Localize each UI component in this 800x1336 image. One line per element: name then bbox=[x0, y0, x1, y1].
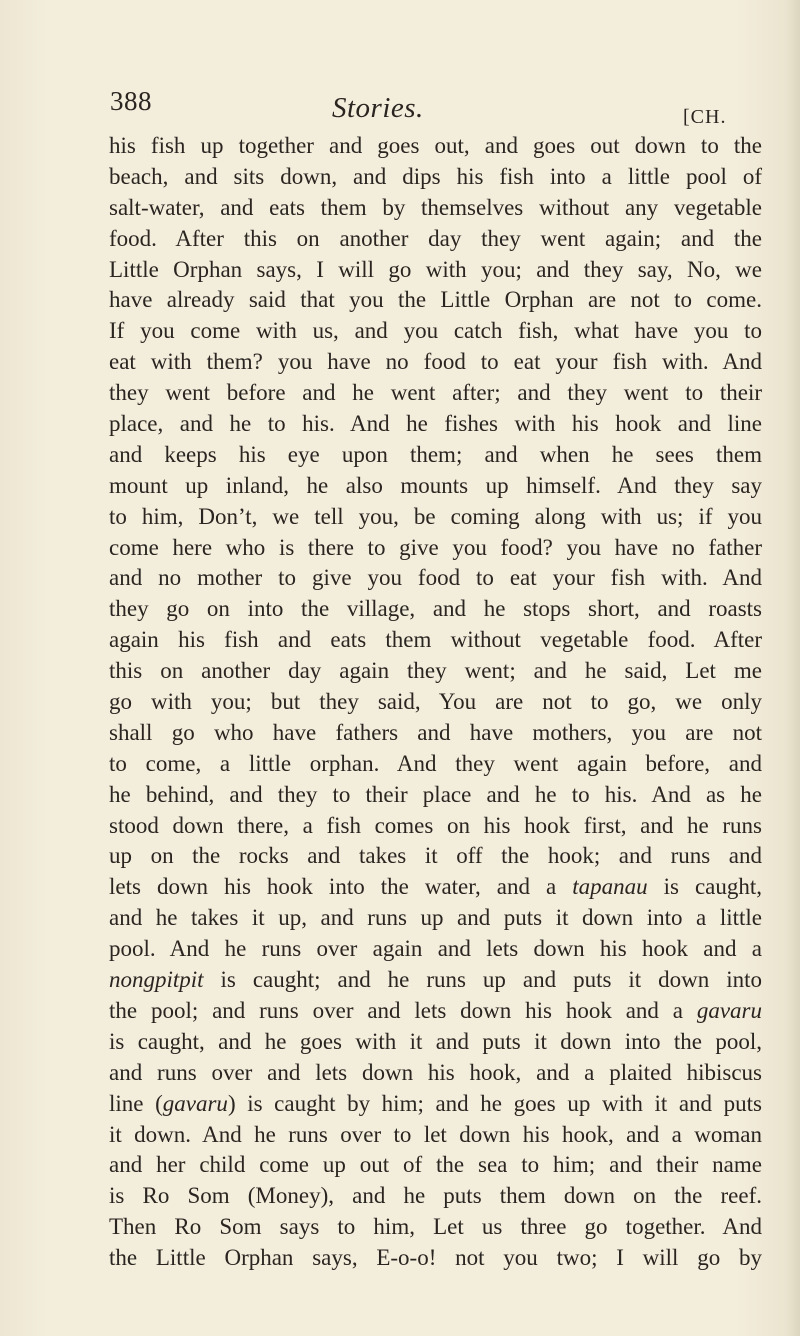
text-line bbox=[109, 934, 762, 965]
text-line bbox=[109, 841, 762, 872]
page-edge-shadow bbox=[786, 0, 800, 1336]
text-run: to come, a little orphan. And they went again before, and bbox=[109, 750, 762, 776]
text-run: he behind, and they to their place and he to his. And as he bbox=[109, 781, 762, 807]
text-run: and her child come up out of the sea to him; and their name bbox=[109, 1152, 762, 1178]
text-line bbox=[109, 316, 762, 347]
text-run: is Ro Som (Money), and he puts them down on the reef. bbox=[109, 1183, 762, 1209]
text-line bbox=[109, 131, 762, 162]
text-line bbox=[109, 1243, 762, 1274]
text-run: If you come with us, and you catch fish, what have you to bbox=[109, 318, 762, 344]
text-line bbox=[109, 996, 762, 1027]
text-run: place, and he to his. And he fishes with his hook and line bbox=[109, 411, 762, 437]
text-line bbox=[109, 811, 762, 842]
text-line bbox=[109, 440, 762, 471]
chapter-mark: [CH. bbox=[683, 106, 727, 128]
body-text bbox=[109, 131, 762, 1274]
text-run: salt-water, and eats them by themselves without any vegetable bbox=[109, 194, 762, 220]
text-line bbox=[109, 594, 762, 625]
text-run: it down. And he runs over to let down his hook, and a woman bbox=[109, 1121, 762, 1147]
text-run: Then Ro Som says to him, Let us three go together. And bbox=[109, 1214, 762, 1240]
text-run: eat with them? you have no food to eat your fish with. And bbox=[109, 349, 762, 375]
text-run: and no mother to give you food to eat your fish with. And bbox=[109, 565, 762, 591]
italic-term: tapanau bbox=[572, 874, 648, 900]
text-line bbox=[109, 965, 762, 996]
text-line bbox=[109, 285, 762, 316]
text-line bbox=[109, 378, 762, 409]
text-run: is caught, and he goes with it and puts it down into the pool, bbox=[109, 1028, 762, 1054]
text-line bbox=[109, 563, 762, 594]
italic-term: nongpitpit bbox=[109, 967, 204, 993]
text-run: Little Orphan says, I will go with you; and they say, No, we bbox=[109, 256, 762, 282]
text-line bbox=[109, 162, 762, 193]
text-run: go with you; but they said, You are not to go, we only bbox=[109, 689, 762, 715]
text-line bbox=[109, 193, 762, 224]
text-line bbox=[109, 533, 762, 564]
text-line bbox=[109, 502, 762, 533]
text-line bbox=[109, 224, 762, 255]
text-run: is caught; and he runs up and puts it down into bbox=[203, 967, 762, 993]
text-run: again his fish and eats them without vegetable food. After bbox=[109, 627, 762, 653]
text-run: line ( bbox=[109, 1090, 163, 1116]
text-run: and runs over and lets down his hook, and a plaited hibiscus bbox=[109, 1059, 762, 1085]
text-line bbox=[109, 749, 762, 780]
text-line bbox=[109, 255, 762, 286]
text-run: have already said that you the Little Orphan are not to come. bbox=[109, 287, 762, 313]
text-run: come here who is there to give you food? you have no father bbox=[109, 534, 762, 560]
text-line bbox=[109, 625, 762, 656]
text-line bbox=[109, 409, 762, 440]
text-run: up on the rocks and takes it off the hook; and runs and bbox=[109, 843, 762, 869]
text-run: mount up inland, he also mounts up himself. And they say bbox=[109, 472, 762, 498]
text-line bbox=[109, 1027, 762, 1058]
text-run: and keeps his eye upon them; and when he sees them bbox=[109, 441, 762, 467]
text-run: and he takes it up, and runs up and puts it down into a little bbox=[109, 905, 762, 931]
text-line bbox=[109, 872, 762, 903]
text-line bbox=[109, 687, 762, 718]
text-run: the Little Orphan says, E-o-o! not you two; I will go by bbox=[109, 1245, 762, 1271]
text-run: ) is caught by him; and he goes up with it and puts bbox=[227, 1090, 762, 1116]
running-title: Stories. bbox=[332, 92, 424, 124]
text-run: is caught, bbox=[647, 874, 762, 900]
text-line bbox=[109, 347, 762, 378]
text-line bbox=[109, 1120, 762, 1151]
text-line bbox=[109, 1150, 762, 1181]
text-line bbox=[109, 471, 762, 502]
text-line bbox=[109, 1212, 762, 1243]
text-run: lets down his hook into the water, and a bbox=[109, 874, 573, 900]
text-run: stood down there, a fish comes on his hook first, and he runs bbox=[109, 812, 762, 838]
text-run: this on another day again they went; and he said, Let me bbox=[109, 658, 762, 684]
text-run: beach, and sits down, and dips his fish into a little pool of bbox=[109, 163, 762, 189]
text-line bbox=[109, 656, 762, 687]
text-line bbox=[109, 903, 762, 934]
text-run: they go on into the village, and he stops short, and roasts bbox=[109, 596, 762, 622]
text-run: shall go who have fathers and have mothers, you are not bbox=[109, 719, 762, 745]
text-line bbox=[109, 780, 762, 811]
italic-term: gavaru bbox=[162, 1090, 228, 1116]
text-line bbox=[109, 1181, 762, 1212]
text-run: they went before and he went after; and they went to their bbox=[109, 380, 762, 406]
text-run: pool. And he runs over again and lets down his hook and a bbox=[109, 936, 762, 962]
text-line bbox=[109, 1089, 762, 1120]
text-run: the pool; and runs over and lets down his hook and a bbox=[109, 997, 697, 1023]
page-number: 388 bbox=[110, 86, 152, 116]
text-run: his fish up together and goes out, and goes out down to the bbox=[109, 133, 762, 158]
text-run: food. After this on another day they went again; and the bbox=[109, 225, 762, 251]
text-line bbox=[109, 718, 762, 749]
text-line bbox=[109, 1058, 762, 1089]
italic-term: gavaru bbox=[696, 997, 762, 1023]
page-header bbox=[110, 86, 750, 130]
text-run: to him, Don’t, we tell you, be coming along with us; if you bbox=[109, 503, 762, 529]
